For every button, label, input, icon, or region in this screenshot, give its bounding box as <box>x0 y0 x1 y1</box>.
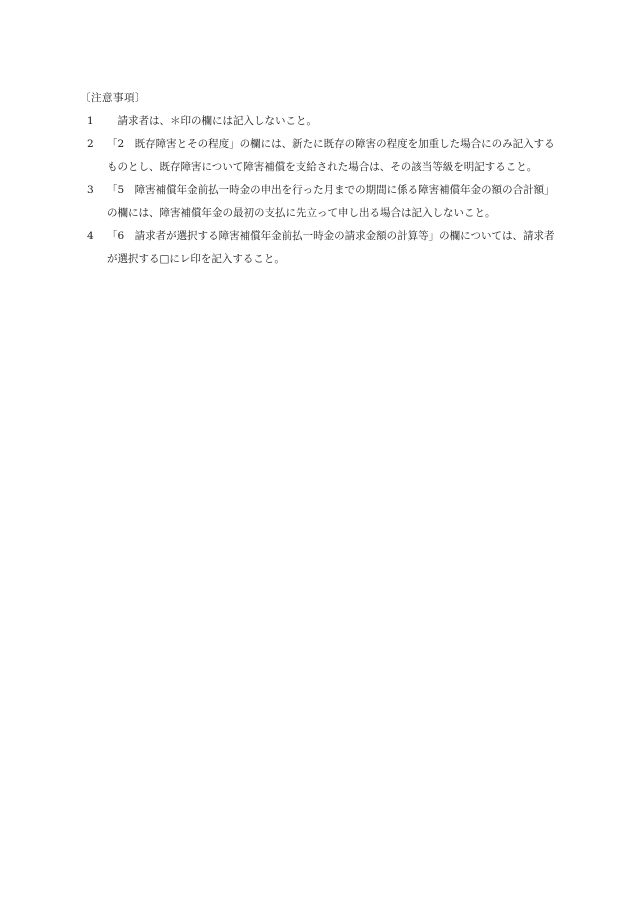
note-item <box>80 133 555 179</box>
note-text: 「2 既存障害とその程度」の欄には、新たに既存の障害の程度を加重した場合にのみ記入するものとし、既存障害について障害補償を支給された場合は、その該当等級を明記すること。 <box>107 138 555 173</box>
note-text: 請求者は、＊印の欄には記入しないこと。 <box>107 115 317 127</box>
note-text: 「5 障害補償年金前払一時金の申出を行った月までの期間に係る障害補償年金の額の合計額」の欄には、障害補償年金の最初の支払に先立って申し出る場合は記入しないこと。 <box>107 184 555 219</box>
note-text: 「6 請求者が選択する障害補償年金前払一時金の請求金額の計算等」の欄については、請求者が選択する□にレ印を記入すること。 <box>107 230 555 265</box>
note-list <box>80 110 555 271</box>
note-item <box>80 225 555 271</box>
note-number: 2 <box>87 138 94 150</box>
note-number: 1 <box>87 115 94 127</box>
notes-section <box>80 87 555 271</box>
notes-title: 〔注意事項〕 <box>80 92 146 104</box>
note-item <box>80 110 555 133</box>
note-number: 3 <box>87 184 94 196</box>
note-number: 4 <box>87 230 94 242</box>
note-item <box>80 179 555 225</box>
